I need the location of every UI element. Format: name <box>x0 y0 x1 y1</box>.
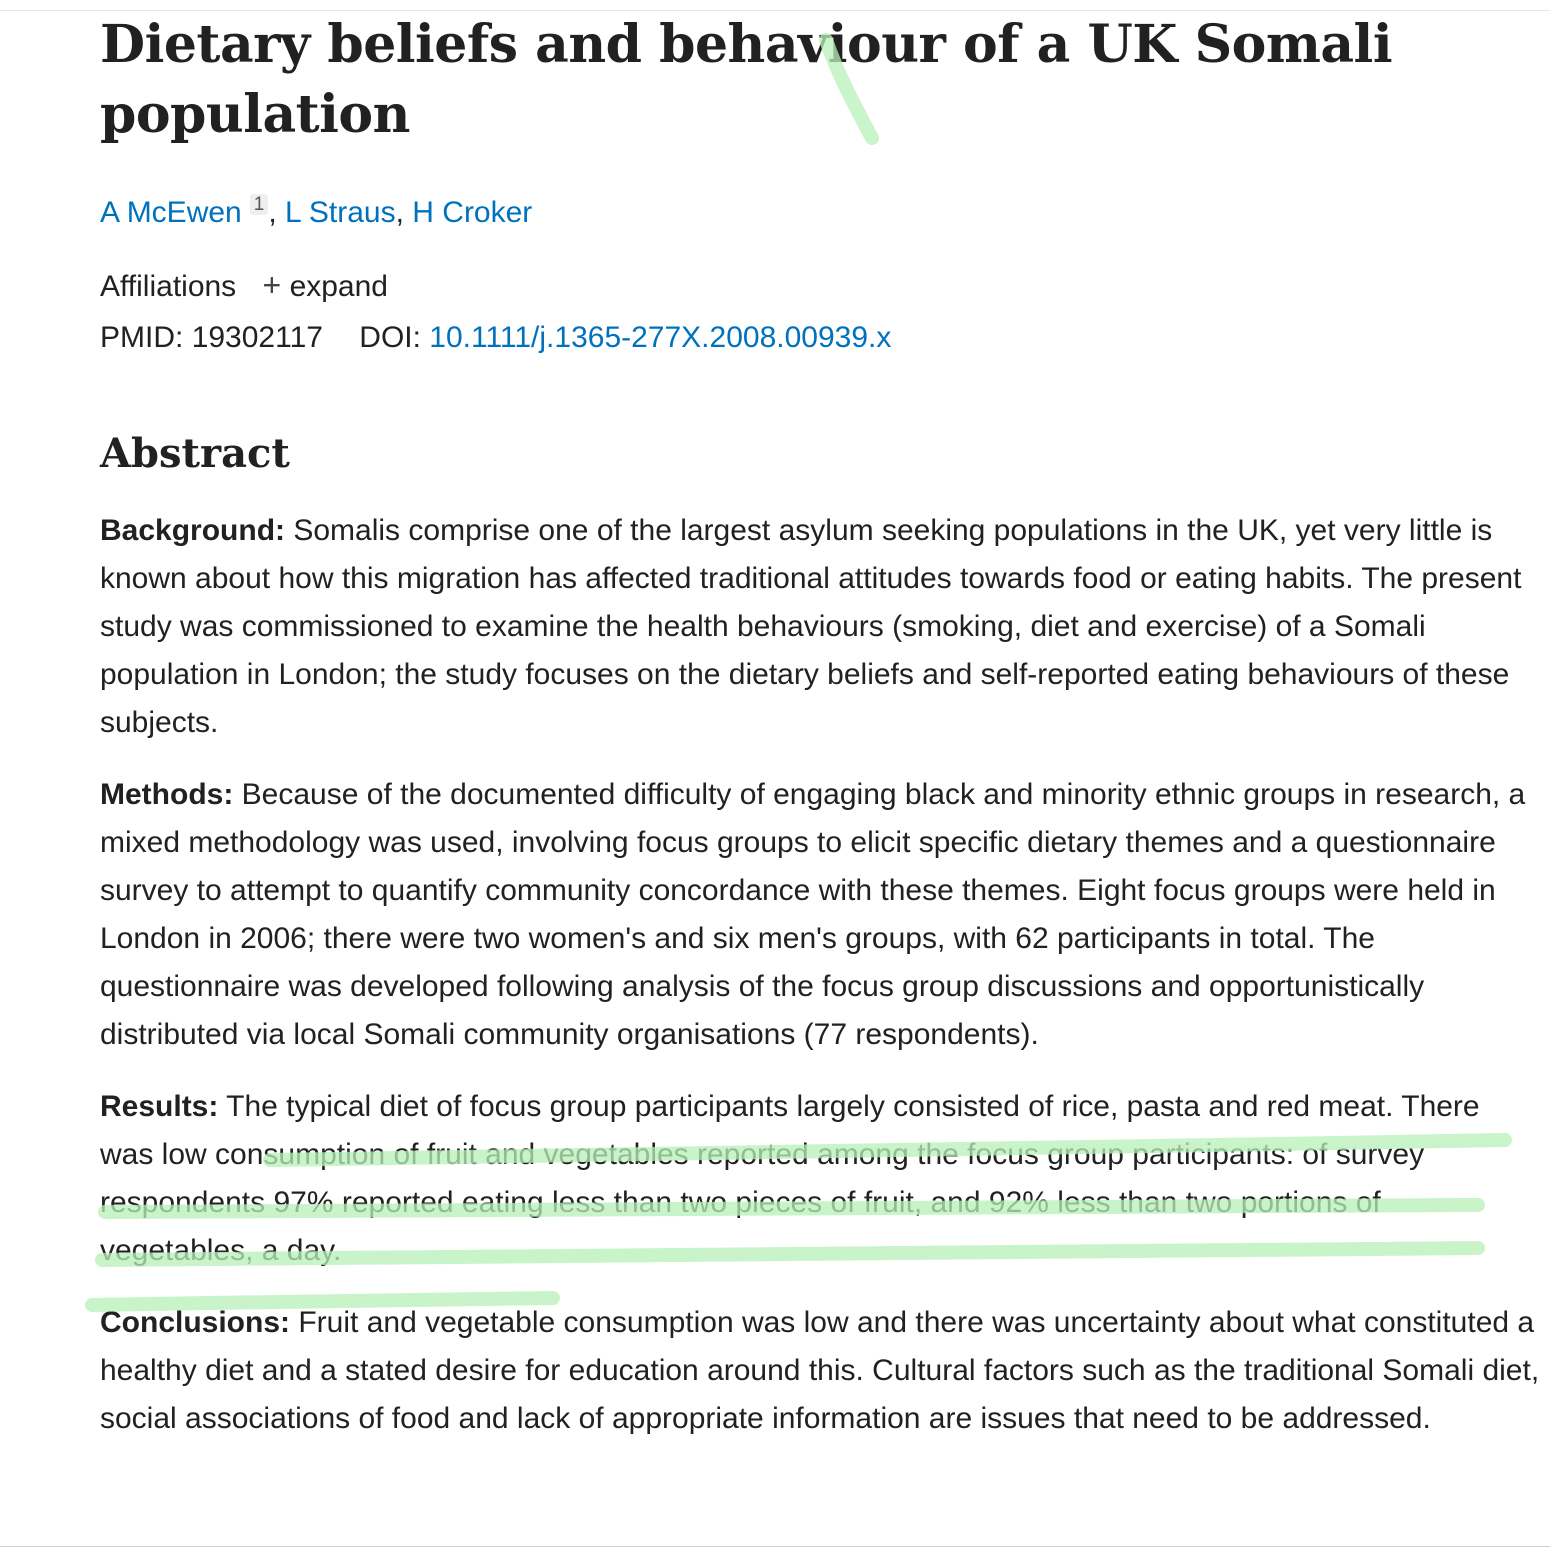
methods-paragraph <box>100 771 1540 1059</box>
article-page <box>100 0 1540 1435</box>
author-link-straus[interactable]: L Straus <box>284 196 396 229</box>
plus-icon: + <box>262 267 282 303</box>
affiliation-ref[interactable]: 1 <box>250 194 269 215</box>
identifiers-row <box>100 321 891 355</box>
author-link-mcewen[interactable]: A McEwen <box>100 196 242 229</box>
results-text: The typical diet of focus group participants largely consisted of rice, pasta and red meat. There was low consumption of fruit and vegetables reported among the focus group participants: of survey respondents 97% reported eating less than two pieces of fruit, and 92% less than two portions of vegetables, a day. <box>100 1090 1480 1267</box>
pmid-label: PMID: <box>100 321 184 354</box>
methods-label: Methods: <box>100 778 234 811</box>
author-list <box>100 194 532 230</box>
conclusions-paragraph <box>100 1299 1540 1443</box>
results-paragraph <box>100 1083 1540 1275</box>
conclusions-label: Conclusions: <box>100 1306 291 1339</box>
author-separator: , <box>268 196 285 229</box>
expand-label: expand <box>289 270 388 303</box>
results-label: Results: <box>100 1090 219 1123</box>
article-title: Dietary beliefs and behaviour of a UK Somali population <box>100 14 1393 145</box>
background-label: Background: <box>100 514 286 547</box>
affiliations-label: Affiliations <box>100 270 237 303</box>
affiliations-row <box>100 267 388 304</box>
methods-text: Because of the documented difficulty of engaging black and minority ethnic groups in research, a mixed methodology was used, involving focus groups to elicit specific dietary themes and a questionnaire survey to attempt to quantify community concordance with these themes. Eight focus groups were held in London in 2006; there were two women's and six men's groups, with 62 participants in total. The questionnaire was developed following analysis of the focus group discussions and opportunistically distributed via local Somali community organisations (77 respondents). <box>100 778 1526 1051</box>
background-text: Somalis comprise one of the largest asylum seeking populations in the UK, yet very little is known about how this migration has affected traditional attitudes towards food or eating habits. The present study was commissioned to examine the health behaviours (smoking, diet and exercise) of a Somali population in London; the study focuses on the dietary beliefs and self-reported eating behaviours of these subjects. <box>100 514 1522 739</box>
doi-link[interactable]: 10.1111/j.1365-277X.2008.00939.x <box>429 321 892 354</box>
bottom-divider <box>0 1546 1550 1547</box>
abstract-body <box>100 507 1540 1467</box>
author-link-croker[interactable]: H Croker <box>412 196 533 229</box>
doi-label: DOI: <box>359 321 421 354</box>
expand-affiliations-button[interactable] <box>245 267 388 303</box>
conclusions-text: Fruit and vegetable consumption was low and there was uncertainty about what constituted a healthy diet and a stated desire for education around this. Cultural factors such as the traditional Somali diet, social associations of food and lack of appropriate information are issues that need to be addressed. <box>100 1306 1540 1435</box>
abstract-heading: Abstract <box>100 430 290 477</box>
pmid-value: 19302117 <box>191 321 323 354</box>
author-separator: , <box>395 196 413 229</box>
background-paragraph <box>100 507 1540 747</box>
